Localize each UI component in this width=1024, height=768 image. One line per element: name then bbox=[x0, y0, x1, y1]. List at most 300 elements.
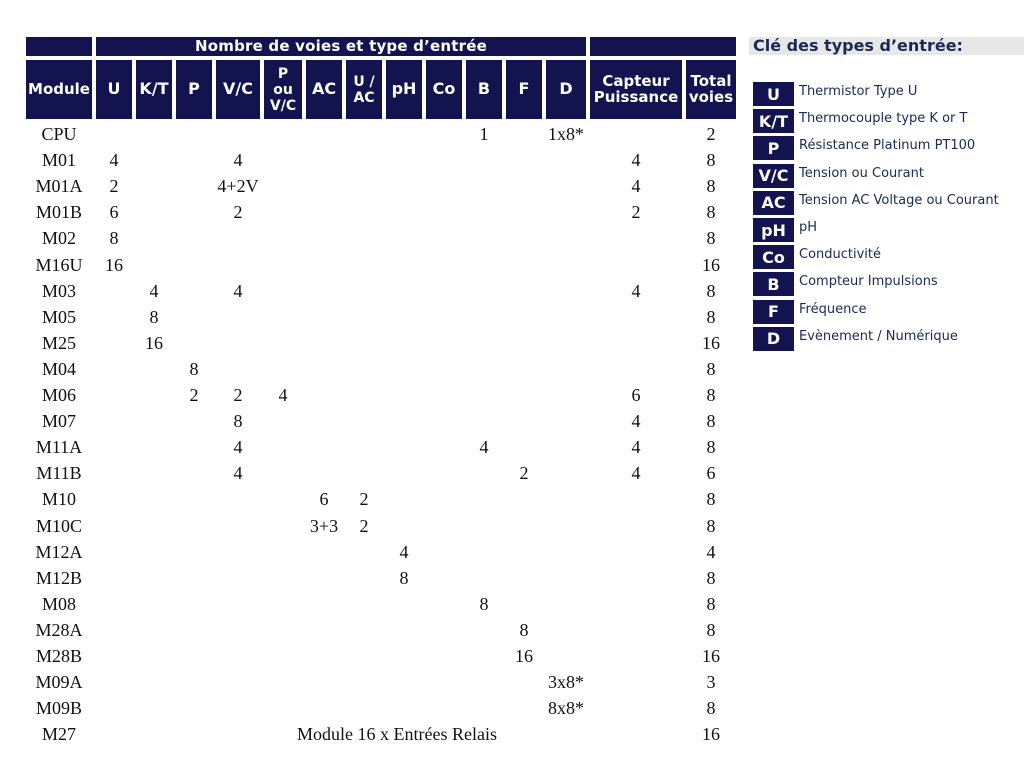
cell-kt bbox=[136, 434, 172, 460]
cell-uac bbox=[346, 147, 382, 173]
cell-co bbox=[426, 382, 462, 408]
cell-u: 16 bbox=[105, 254, 123, 275]
cell-co bbox=[426, 225, 462, 251]
cell-ac bbox=[306, 591, 342, 617]
cell-module: M28A bbox=[35, 619, 83, 640]
cell-kt bbox=[136, 643, 172, 669]
cell-kt bbox=[136, 225, 172, 251]
key-description: Evènement / Numérique bbox=[799, 328, 958, 344]
cell-kt bbox=[136, 147, 172, 173]
cell-ac bbox=[306, 643, 342, 669]
cell-d bbox=[546, 330, 586, 356]
cell-u bbox=[96, 304, 132, 330]
cell-povc bbox=[264, 147, 302, 173]
cell-co bbox=[426, 278, 462, 304]
cell-uac bbox=[346, 278, 382, 304]
cell-ph bbox=[386, 460, 422, 486]
cell-b bbox=[466, 513, 502, 539]
cell-f bbox=[506, 252, 542, 278]
cell-module: M10 bbox=[41, 489, 76, 510]
cell-povc bbox=[264, 434, 302, 460]
cell-b bbox=[466, 695, 502, 721]
cell-povc: 4 bbox=[278, 385, 288, 405]
cell-b bbox=[466, 565, 502, 591]
cell-p bbox=[176, 434, 212, 460]
cell-kt: 16 bbox=[145, 332, 163, 353]
key-badge: K/T bbox=[753, 109, 794, 133]
cell-capteur bbox=[590, 121, 682, 147]
cell-povc bbox=[264, 591, 302, 617]
cell-vc: 4 bbox=[233, 437, 243, 458]
cell-vc bbox=[216, 539, 260, 565]
cell-f bbox=[506, 565, 542, 591]
cell-uac bbox=[346, 669, 382, 695]
cell-u: 4 bbox=[109, 150, 119, 171]
cell-capteur: 4 bbox=[631, 150, 641, 171]
cell-co bbox=[426, 539, 462, 565]
cell-vc bbox=[216, 669, 260, 695]
table-row bbox=[26, 147, 736, 173]
cell-total: 8 bbox=[706, 567, 716, 588]
cell-d bbox=[546, 460, 586, 486]
cell-p: 8 bbox=[189, 358, 199, 379]
cell-vc bbox=[216, 591, 260, 617]
cell-d bbox=[546, 173, 586, 199]
cell-module: M11A bbox=[35, 437, 83, 458]
cell-uac bbox=[346, 225, 382, 251]
table-row bbox=[26, 225, 736, 251]
cell-vc bbox=[216, 695, 260, 721]
cell-ph bbox=[386, 173, 422, 199]
cell-d bbox=[546, 278, 586, 304]
col-header-p-ou-vc-line1: P bbox=[277, 65, 289, 82]
table-row bbox=[26, 565, 736, 591]
cell-d bbox=[546, 147, 586, 173]
cell-total: 8 bbox=[706, 593, 716, 614]
cell-b bbox=[466, 252, 502, 278]
cell-uac bbox=[346, 643, 382, 669]
cell-p bbox=[176, 121, 212, 147]
cell-u bbox=[96, 565, 132, 591]
cell-ph bbox=[386, 669, 422, 695]
cell-b: 8 bbox=[479, 593, 489, 614]
cell-vc bbox=[216, 330, 260, 356]
cell-f bbox=[506, 225, 542, 251]
cell-b bbox=[466, 278, 502, 304]
cell-u bbox=[96, 513, 132, 539]
cell-total: 8 bbox=[706, 619, 716, 640]
cell-povc bbox=[264, 695, 302, 721]
cell-p: 2 bbox=[189, 385, 199, 405]
cell-p bbox=[176, 513, 212, 539]
cell-kt bbox=[136, 513, 172, 539]
cell-povc bbox=[264, 513, 302, 539]
cell-kt bbox=[136, 173, 172, 199]
cell-uac bbox=[346, 330, 382, 356]
cell-povc bbox=[264, 669, 302, 695]
cell-module: M05 bbox=[41, 306, 76, 327]
cell-povc bbox=[264, 539, 302, 565]
cell-f: 8 bbox=[519, 619, 529, 640]
cell-ac: 6 bbox=[319, 489, 329, 510]
cell-u: 6 bbox=[109, 202, 119, 223]
cell-f bbox=[506, 147, 542, 173]
cell-p bbox=[176, 460, 212, 486]
cell-ph bbox=[386, 382, 422, 408]
cell-d: 8x8* bbox=[548, 698, 584, 719]
cell-povc bbox=[264, 408, 302, 434]
cell-p bbox=[176, 225, 212, 251]
cell-f bbox=[506, 669, 542, 695]
cell-vc: 2 bbox=[233, 385, 243, 405]
cell-f bbox=[506, 382, 542, 408]
cell-u bbox=[96, 617, 132, 643]
cell-module: M08 bbox=[41, 593, 76, 614]
cell-module: M01A bbox=[35, 176, 83, 197]
cell-ac bbox=[306, 147, 342, 173]
col-header-vc: V/C bbox=[216, 60, 260, 119]
cell-module: M16U bbox=[35, 254, 83, 275]
col-header-ph: pH bbox=[386, 60, 422, 119]
cell-ac bbox=[306, 669, 342, 695]
key-description: Fréquence bbox=[799, 301, 867, 317]
cell-ac bbox=[306, 617, 342, 643]
cell-ac bbox=[306, 225, 342, 251]
col-header-module: Module bbox=[26, 60, 92, 119]
cell-povc bbox=[264, 460, 302, 486]
cell-uac bbox=[346, 408, 382, 434]
cell-ac bbox=[306, 565, 342, 591]
cell-uac: 2 bbox=[359, 489, 369, 510]
cell-module: M25 bbox=[41, 332, 76, 353]
cell-kt bbox=[136, 695, 172, 721]
cell-ph bbox=[386, 147, 422, 173]
cell-u bbox=[96, 278, 132, 304]
cell-co bbox=[426, 173, 462, 199]
cell-p bbox=[176, 539, 212, 565]
cell-module: CPU bbox=[41, 124, 77, 144]
cell-ph bbox=[386, 199, 422, 225]
cell-total: 8 bbox=[706, 176, 716, 197]
key-description: Résistance Platinum PT100 bbox=[799, 138, 976, 154]
key-description: Compteur Impulsions bbox=[799, 274, 938, 290]
col-header-u-ac-line2: AC bbox=[353, 89, 375, 106]
cell-vc: 8 bbox=[233, 411, 243, 432]
cell-total: 8 bbox=[706, 228, 716, 249]
cell-uac bbox=[346, 173, 382, 199]
cell-povc bbox=[264, 173, 302, 199]
cell-total: 16 bbox=[702, 646, 720, 666]
cell-total: 8 bbox=[706, 358, 716, 379]
cell-co bbox=[426, 330, 462, 356]
cell-uac bbox=[346, 695, 382, 721]
cell-uac bbox=[346, 434, 382, 460]
cell-b bbox=[466, 408, 502, 434]
cell-ph bbox=[386, 278, 422, 304]
cell-capteur bbox=[590, 225, 682, 251]
cell-f bbox=[506, 486, 542, 512]
col-header-capteur-line1: Capteur bbox=[602, 71, 670, 90]
cell-vc bbox=[216, 513, 260, 539]
cell-co bbox=[426, 565, 462, 591]
cell-povc bbox=[264, 617, 302, 643]
cell-co bbox=[426, 669, 462, 695]
cell-p bbox=[176, 643, 212, 669]
key-badge: F bbox=[753, 300, 794, 324]
cell-vc bbox=[216, 356, 260, 382]
cell-u bbox=[96, 356, 132, 382]
cell-d bbox=[546, 408, 586, 434]
cell-f: 16 bbox=[515, 646, 533, 666]
cell-total: 16 bbox=[702, 724, 720, 745]
key-description: Conductivité bbox=[799, 247, 882, 263]
cell-f bbox=[506, 513, 542, 539]
key-badge: B bbox=[753, 272, 794, 296]
cell-ac bbox=[306, 278, 342, 304]
cell-co bbox=[426, 434, 462, 460]
cell-uac bbox=[346, 304, 382, 330]
cell-ph bbox=[386, 434, 422, 460]
cell-b bbox=[466, 199, 502, 225]
cell-vc bbox=[216, 304, 260, 330]
cell-vc bbox=[216, 225, 260, 251]
cell-u: 2 bbox=[109, 176, 119, 197]
cell-co bbox=[426, 147, 462, 173]
cell-u bbox=[96, 643, 132, 669]
col-header-p-ou-vc-line2: ou bbox=[273, 81, 293, 98]
cell-povc bbox=[264, 356, 302, 382]
cell-capteur bbox=[590, 513, 682, 539]
cell-b bbox=[466, 617, 502, 643]
cell-u bbox=[96, 121, 132, 147]
cell-vc: 4 bbox=[233, 280, 243, 301]
table-row bbox=[26, 513, 736, 539]
cell-vc: 4+2V bbox=[217, 176, 259, 197]
header-spacer-left bbox=[26, 37, 92, 56]
cell-p bbox=[176, 304, 212, 330]
cell-co bbox=[426, 460, 462, 486]
cell-d bbox=[546, 304, 586, 330]
cell-vc bbox=[216, 486, 260, 512]
cell-kt bbox=[136, 121, 172, 147]
cell-ac: 3+3 bbox=[309, 515, 339, 536]
cell-uac bbox=[346, 565, 382, 591]
cell-f bbox=[506, 121, 542, 147]
cell-d bbox=[546, 199, 586, 225]
cell-capteur: 4 bbox=[631, 280, 641, 301]
cell-ph bbox=[386, 513, 422, 539]
cell-kt bbox=[136, 539, 172, 565]
key-badge: pH bbox=[753, 218, 794, 242]
cell-uac bbox=[346, 460, 382, 486]
cell-p bbox=[176, 252, 212, 278]
cell-co bbox=[426, 121, 462, 147]
col-header-total bbox=[686, 60, 736, 119]
cell-f bbox=[506, 173, 542, 199]
cell-f bbox=[506, 591, 542, 617]
cell-d bbox=[546, 382, 586, 408]
cell-span-description: Module 16 x Entrées Relais bbox=[297, 724, 497, 745]
cell-capteur: 4 bbox=[631, 411, 641, 432]
cell-povc bbox=[264, 330, 302, 356]
cell-u bbox=[96, 382, 132, 408]
cell-b bbox=[466, 173, 502, 199]
cell-ac bbox=[306, 304, 342, 330]
cell-capteur bbox=[590, 565, 682, 591]
cell-povc bbox=[264, 252, 302, 278]
cell-capteur bbox=[590, 252, 682, 278]
cell-u bbox=[96, 695, 132, 721]
cell-f bbox=[506, 304, 542, 330]
col-header-b: B bbox=[466, 60, 502, 119]
cell-total: 16 bbox=[702, 332, 720, 353]
cell-module: M01 bbox=[41, 150, 76, 171]
cell-vc bbox=[216, 252, 260, 278]
cell-b bbox=[466, 382, 502, 408]
cell-co bbox=[426, 695, 462, 721]
cell-ac bbox=[306, 408, 342, 434]
cell-u bbox=[96, 669, 132, 695]
cell-kt bbox=[136, 356, 172, 382]
table-row bbox=[26, 304, 736, 330]
table-row bbox=[26, 721, 736, 747]
table-row bbox=[26, 643, 736, 669]
cell-u bbox=[96, 460, 132, 486]
cell-b bbox=[466, 356, 502, 382]
cell-module: M11B bbox=[36, 463, 82, 484]
cell-co bbox=[426, 408, 462, 434]
cell-capteur bbox=[590, 486, 682, 512]
cell-kt bbox=[136, 382, 172, 408]
col-header-p: P bbox=[176, 60, 212, 119]
col-header-u-ac-line1: U / bbox=[353, 73, 375, 90]
cell-ac bbox=[306, 330, 342, 356]
key-title: Clé des types d’entrée: bbox=[749, 37, 1024, 55]
cell-kt bbox=[136, 669, 172, 695]
cell-uac bbox=[346, 591, 382, 617]
table-row bbox=[26, 382, 736, 408]
cell-p bbox=[176, 591, 212, 617]
cell-co bbox=[426, 513, 462, 539]
cell-capteur bbox=[590, 669, 682, 695]
cell-total: 4 bbox=[706, 541, 716, 562]
cell-total: 8 bbox=[706, 306, 716, 327]
cell-f bbox=[506, 434, 542, 460]
cell-ph bbox=[386, 304, 422, 330]
table-row bbox=[26, 408, 736, 434]
cell-ac bbox=[306, 695, 342, 721]
cell-ac bbox=[306, 434, 342, 460]
cell-total: 8 bbox=[706, 437, 716, 458]
cell-p bbox=[176, 695, 212, 721]
cell-b: 1 bbox=[479, 124, 489, 144]
cell-capteur bbox=[590, 591, 682, 617]
table-row bbox=[26, 669, 736, 695]
cell-capteur: 4 bbox=[631, 437, 641, 458]
table-row bbox=[26, 252, 736, 278]
cell-module: M01B bbox=[35, 202, 82, 223]
cell-uac bbox=[346, 617, 382, 643]
cell-total: 8 bbox=[706, 385, 716, 405]
cell-co bbox=[426, 486, 462, 512]
cell-ph bbox=[386, 408, 422, 434]
cell-kt bbox=[136, 408, 172, 434]
cell-b bbox=[466, 304, 502, 330]
table-row bbox=[26, 173, 736, 199]
cell-ph: 8 bbox=[399, 567, 409, 588]
cell-p bbox=[176, 199, 212, 225]
col-header-total-line1: Total bbox=[690, 71, 732, 90]
cell-f bbox=[506, 356, 542, 382]
cell-ac bbox=[306, 539, 342, 565]
cell-co bbox=[426, 199, 462, 225]
cell-povc bbox=[264, 304, 302, 330]
key-badge: Co bbox=[753, 245, 794, 269]
cell-povc bbox=[264, 121, 302, 147]
cell-module: M07 bbox=[41, 411, 76, 432]
cell-capteur bbox=[590, 617, 682, 643]
cell-f: 2 bbox=[519, 463, 529, 484]
cell-total: 8 bbox=[706, 150, 716, 171]
table-row bbox=[26, 617, 736, 643]
cell-povc bbox=[264, 565, 302, 591]
cell-uac bbox=[346, 382, 382, 408]
cell-module: M28B bbox=[35, 646, 82, 666]
cell-ph bbox=[386, 591, 422, 617]
key-badge: AC bbox=[753, 191, 794, 215]
cell-uac bbox=[346, 356, 382, 382]
col-header-p-ou-vc-line3: V/C bbox=[269, 97, 297, 114]
cell-module: M06 bbox=[41, 385, 76, 405]
key-description: Tension ou Courant bbox=[799, 165, 924, 181]
cell-kt bbox=[136, 617, 172, 643]
cell-p bbox=[176, 408, 212, 434]
cell-d: 1x8* bbox=[548, 124, 584, 144]
group-title: Nombre de voies et type d’entrée bbox=[96, 37, 586, 56]
table-row bbox=[26, 278, 736, 304]
key-description: Thermistor Type U bbox=[799, 84, 918, 99]
col-header-capteur bbox=[590, 60, 682, 119]
cell-co bbox=[426, 591, 462, 617]
cell-capteur bbox=[590, 695, 682, 721]
cell-capteur: 4 bbox=[631, 176, 641, 197]
cell-u: 8 bbox=[109, 228, 119, 249]
cell-module: M27 bbox=[41, 724, 76, 745]
cell-uac bbox=[346, 539, 382, 565]
key-badge: D bbox=[753, 327, 794, 351]
cell-ph bbox=[386, 225, 422, 251]
cell-ph: 4 bbox=[399, 541, 409, 562]
cell-total: 2 bbox=[706, 124, 716, 144]
cell-kt: 8 bbox=[149, 306, 159, 327]
cell-ph bbox=[386, 643, 422, 669]
cell-p bbox=[176, 330, 212, 356]
cell-u bbox=[96, 539, 132, 565]
cell-d bbox=[546, 513, 586, 539]
cell-povc bbox=[264, 278, 302, 304]
cell-b bbox=[466, 643, 502, 669]
cell-d bbox=[546, 643, 586, 669]
table-row bbox=[26, 121, 736, 147]
cell-vc: 2 bbox=[233, 202, 243, 223]
cell-module: M10C bbox=[35, 515, 82, 536]
table-row bbox=[26, 460, 736, 486]
cell-b bbox=[466, 330, 502, 356]
cell-ph bbox=[386, 617, 422, 643]
cell-vc: 4 bbox=[233, 150, 243, 171]
cell-co bbox=[426, 304, 462, 330]
cell-capteur: 4 bbox=[631, 463, 641, 484]
